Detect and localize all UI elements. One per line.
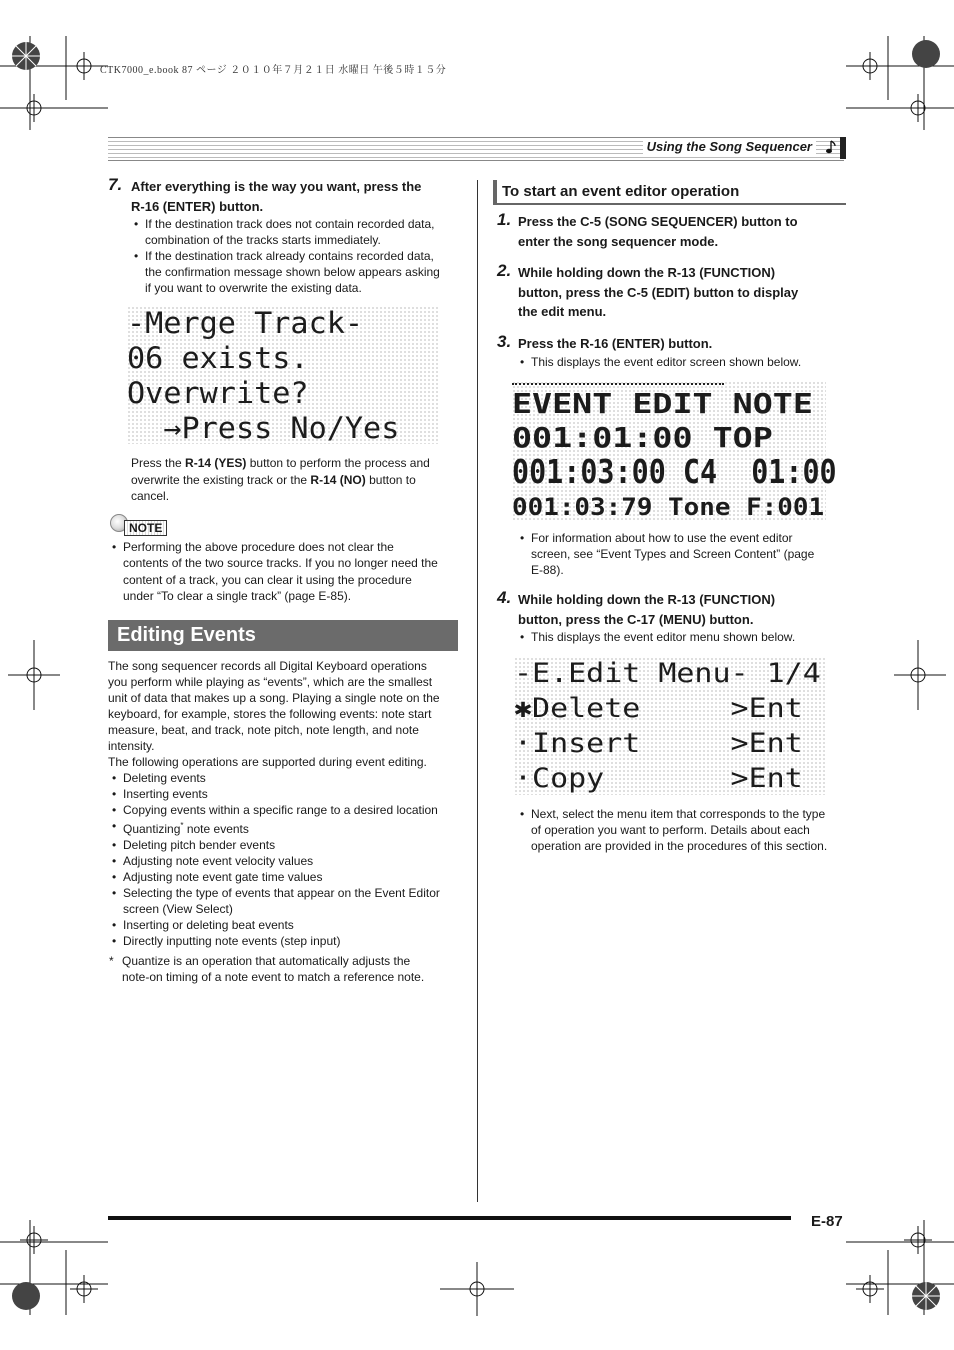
list-item: • If the destination track already contains recorded data, the confirmation message shown below appears asking if you want to overwrite the existing data. xyxy=(132,248,472,296)
lcd-row: 001:03:00 C4 01:00 xyxy=(512,452,837,491)
footer-rule xyxy=(108,1216,791,1220)
list-item: • Directly inputting note events (step input) xyxy=(110,933,470,949)
step-3-bullets xyxy=(518,354,848,370)
list-item: • If the destination track does not contain recorded data, combination of the tracks starts immediately. xyxy=(132,216,472,248)
step-7-bullets xyxy=(132,216,472,296)
list-item: • Deleting events xyxy=(110,770,470,786)
supported-operations-list xyxy=(110,770,470,949)
list-item: • Inserting or deleting beat events xyxy=(110,917,470,933)
list-item: • Copying events within a specific range to a desired location xyxy=(110,802,470,818)
step-4-text: While holding down the R-13 (FUNCTION) button, press the C-17 (MENU) button. xyxy=(518,592,776,627)
editing-events-intro: The song sequencer records all Digital Keyboard operations you perform while playing as “events”, which are the smallest unit of data that makes up a song. Playing a single note on the keyboard, for example, stores the following events: note start measure, beat, and track, note pitch, note length, and note intensity. The following operations are supported during event editing. xyxy=(108,659,440,769)
lcd-row: -E.Edit Menu- 1/4 xyxy=(514,658,821,689)
list-item: • Adjusting note event velocity values xyxy=(110,853,470,869)
lcd-row: →Press No/Yes xyxy=(127,411,400,445)
lcd-row: 001:03:79 Tone F:001 xyxy=(512,493,825,521)
step-4-bullets xyxy=(518,629,848,645)
step-1-number: 1. xyxy=(497,210,512,229)
lcd-row: 06 exists. xyxy=(127,341,309,375)
note-label: NOTE xyxy=(124,520,167,536)
step-1-text: Press the C-5 (SONG SEQUENCER) button to enter the song sequencer mode. xyxy=(518,214,798,249)
lcd-row: EVENT EDIT NOTE xyxy=(512,387,813,420)
menu-selection-info xyxy=(518,806,850,854)
print-info: CTK7000_e.book 87 ページ ２０１０年７月２１日 水曜日 午後５時１５分 xyxy=(100,65,447,76)
header-bar xyxy=(840,137,846,159)
overwrite-instructions: Press the R-14 (YES) button to perform the process and overwrite the existing track or the R-14 (NO) button to cancel. xyxy=(131,456,430,503)
list-item: • Performing the above procedure does not clear the contents of the two source tracks. If you no longer need the content of a track, you can clear it using the procedure under “To clear a single track” (page E-85). xyxy=(110,539,470,604)
step-7-number: 7. xyxy=(108,175,123,194)
step-3-number: 3. xyxy=(497,332,512,351)
list-item: • Inserting events xyxy=(110,786,470,802)
column-divider xyxy=(477,180,478,1202)
music-note-icon xyxy=(826,139,838,155)
list-item: • Quantizing* note events xyxy=(110,818,470,837)
lcd-row: ·Insert >Ent xyxy=(514,728,803,759)
lcd-row: ✱Delete >Ent xyxy=(514,693,803,724)
list-item: • For information about how to use the event editor screen, see “Event Types and Screen Content” (page E-88). xyxy=(518,530,848,578)
step-3-text: Press the R-16 (ENTER) button. xyxy=(518,336,713,351)
list-item: • This displays the event editor screen shown below. xyxy=(518,354,848,370)
step-2-number: 2. xyxy=(497,261,512,280)
step-2-text: While holding down the R-13 (FUNCTION) button, press the C-5 (EDIT) button to display the edit menu. xyxy=(518,265,799,319)
step-4-number: 4. xyxy=(497,588,512,607)
page-header-title: Using the Song Sequencer xyxy=(643,139,816,154)
list-item: • Adjusting note event gate time values xyxy=(110,869,470,885)
event-editor-info xyxy=(518,530,848,578)
lcd-row: ·Copy >Ent xyxy=(514,763,803,794)
step-7-text: After everything is the way you want, press the R-16 (ENTER) button. xyxy=(131,179,422,214)
lcd-row: 001:01:00 TOP xyxy=(512,421,773,454)
list-item: • Selecting the type of events that appear on the Event Editor screen (View Select) xyxy=(110,885,470,917)
list-item: • Next, select the menu item that corresponds to the type of operation you want to perform. Details about each operation are provided in the procedures of this section. xyxy=(518,806,850,854)
subsection-title: To start an event editor operation xyxy=(493,180,846,205)
note-text xyxy=(110,539,470,604)
lcd-event-edit-screen xyxy=(512,381,837,521)
lcd-row: Overwrite? xyxy=(127,376,309,410)
page-number: E-87 xyxy=(811,1213,843,1230)
lcd-edit-menu-screen xyxy=(514,657,826,795)
lcd-merge-track-screen xyxy=(127,306,439,444)
quantize-footnote: * Quantize is an operation that automatically adjusts the note-on timing of a note event to match a reference note. xyxy=(109,954,425,984)
list-item: • This displays the event editor menu shown below. xyxy=(518,629,848,645)
section-title-editing-events: Editing Events xyxy=(108,620,458,651)
list-item: • Deleting pitch bender events xyxy=(110,837,470,853)
lcd-row: -Merge Track- xyxy=(127,306,364,340)
